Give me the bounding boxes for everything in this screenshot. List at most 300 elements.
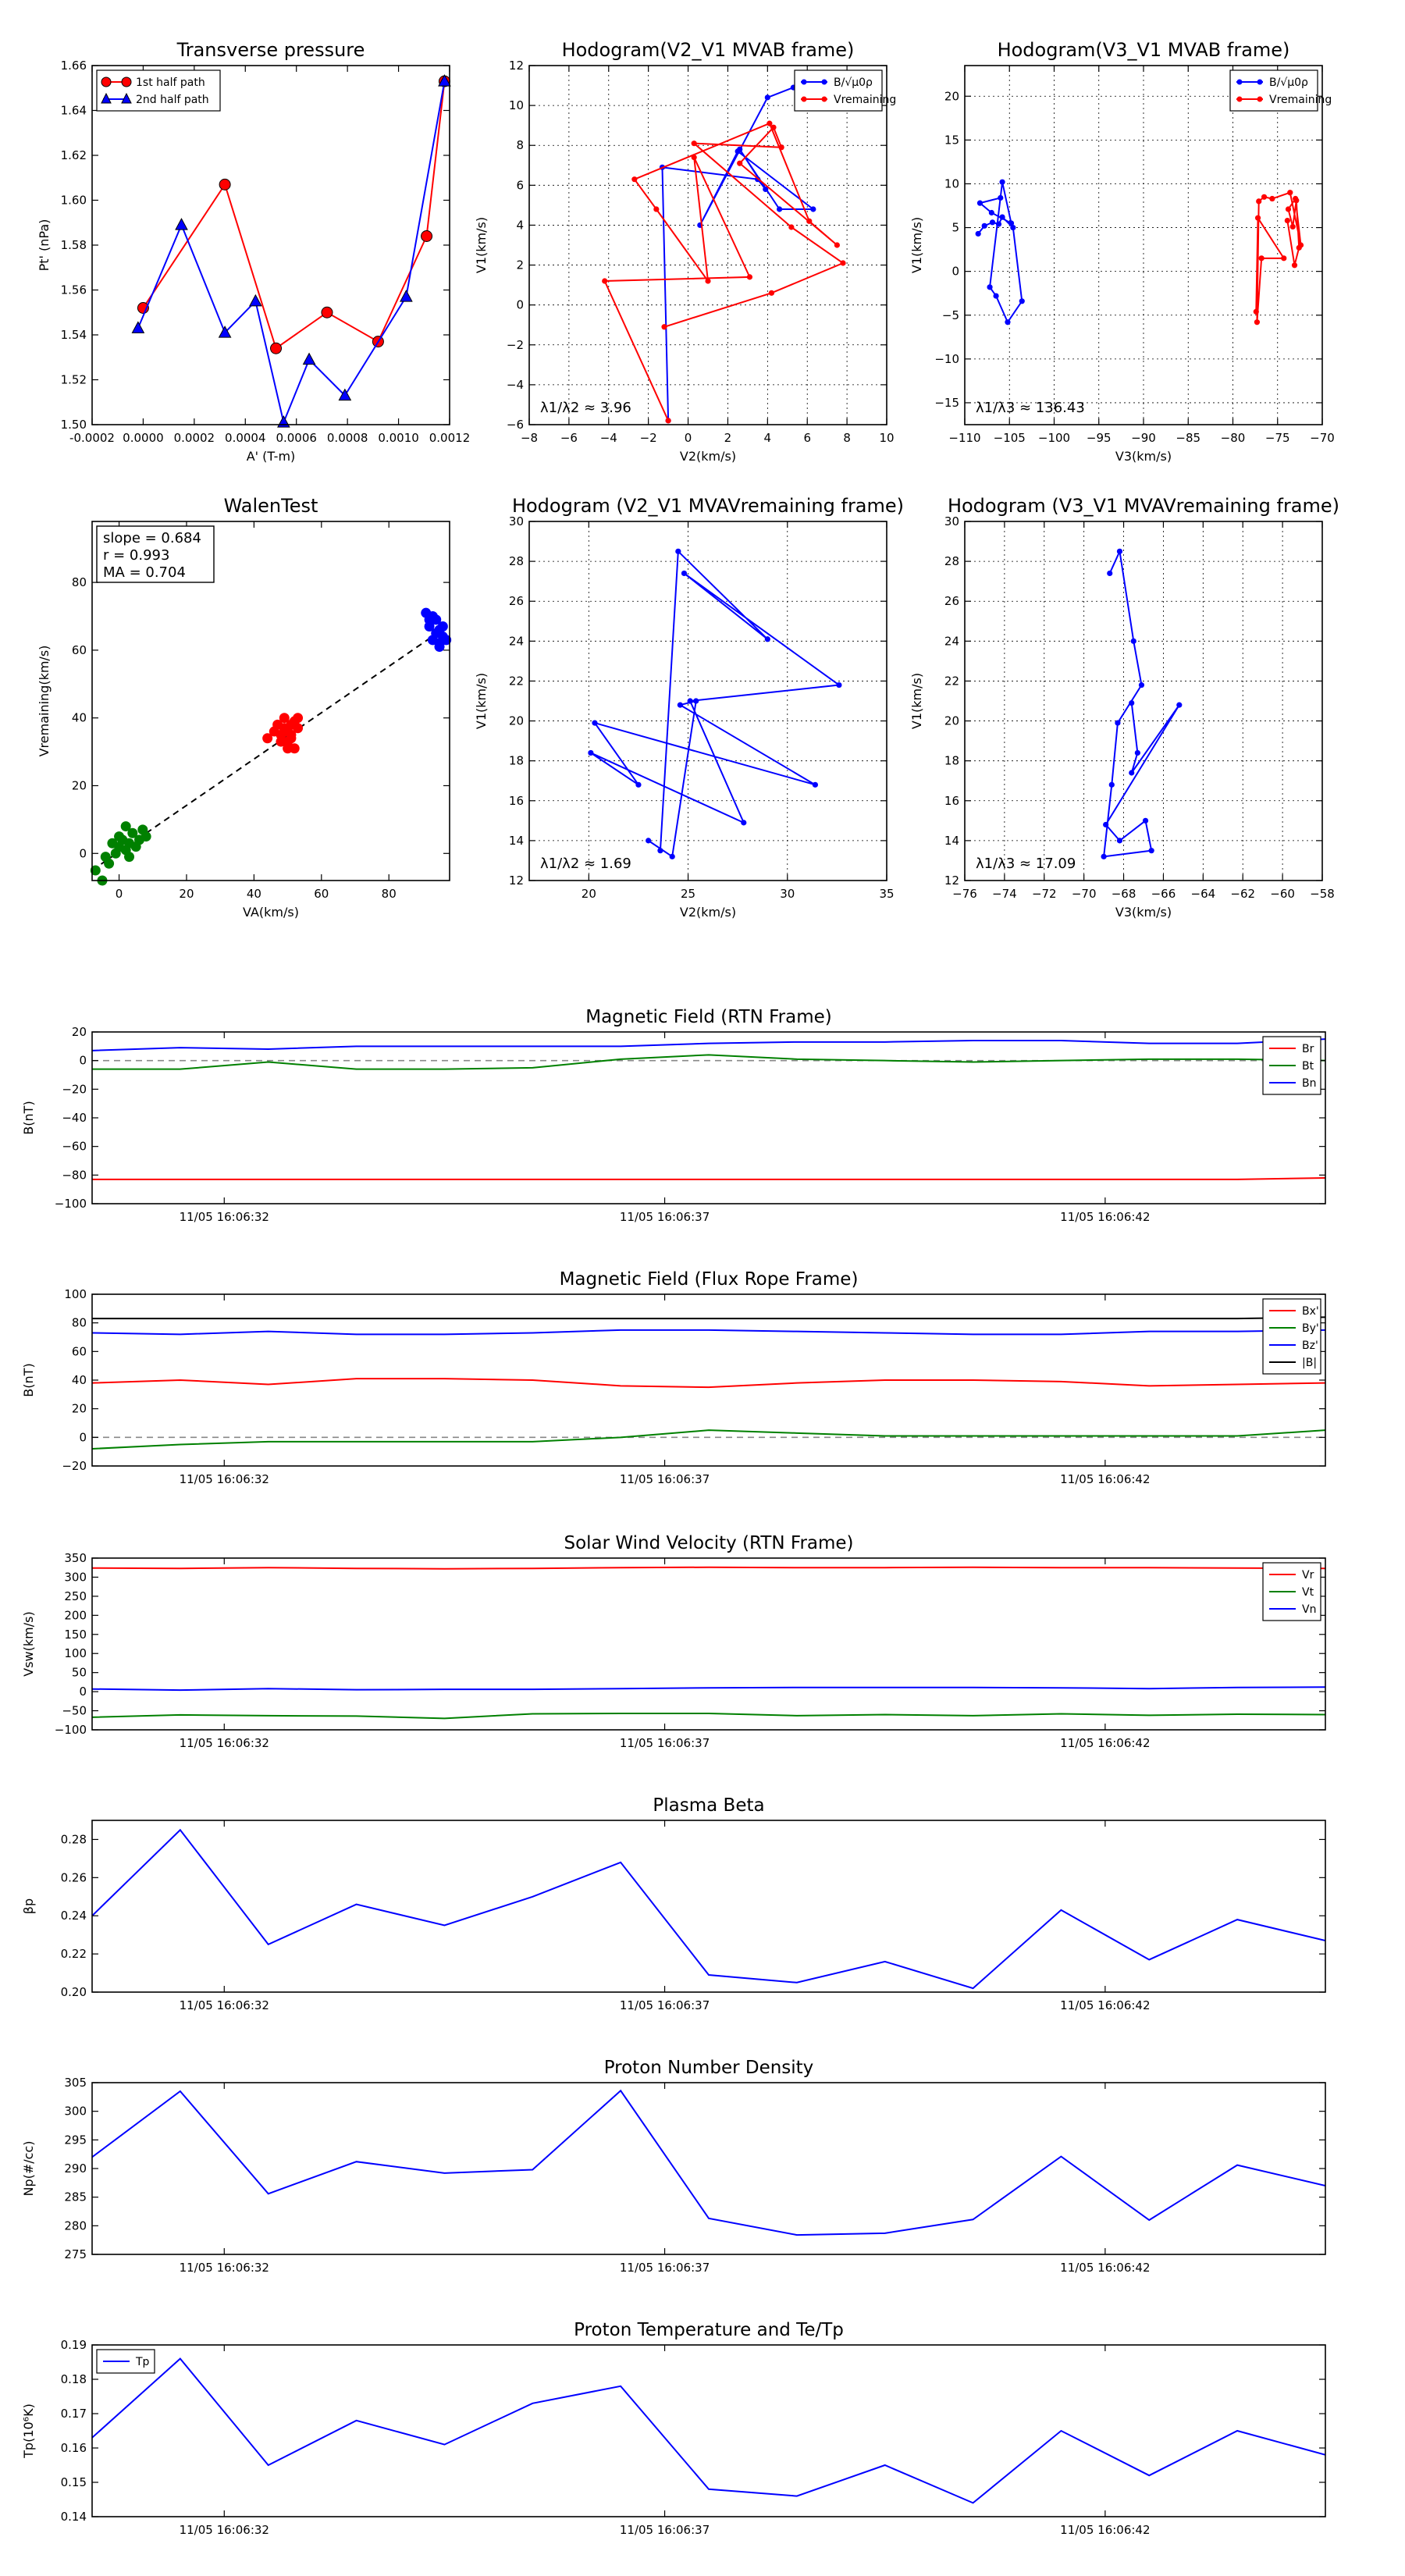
legend-label: By' [1302, 1322, 1319, 1335]
x-tick-label: 11/05 16:06:42 [1060, 1998, 1151, 2012]
y-tick-label: −100 [54, 1197, 87, 1211]
series-line-Bt [92, 1055, 1325, 1069]
y-tick-label: 12 [508, 59, 524, 73]
data-point-circle [322, 307, 333, 318]
y-tick-label: 20 [944, 89, 959, 104]
y-tick-label: 1.52 [60, 372, 87, 387]
data-point-dot [806, 219, 812, 224]
legend-marker [1237, 80, 1243, 85]
chart-ts_b_fr [21, 1269, 1325, 1486]
x-tick-label: 40 [246, 887, 261, 901]
chart-title: WalenTest [223, 495, 318, 517]
y-tick-label: 16 [944, 793, 959, 808]
data-point-dot [692, 155, 697, 160]
y-tick-label: 285 [64, 2190, 87, 2204]
chart-h3 [474, 495, 904, 920]
x-tick-label: 0.0012 [429, 431, 471, 445]
y-tick-label: 80 [71, 575, 87, 590]
chart-h4 [909, 495, 1339, 920]
x-tick-label: 0 [684, 431, 692, 445]
data-point-dot [1129, 700, 1134, 706]
y-axis-label: V1(km/s) [909, 216, 924, 274]
x-axis-label: V3(km/s) [1115, 905, 1172, 920]
x-tick-label: 11/05 16:06:37 [619, 1210, 710, 1224]
legend-marker [822, 97, 827, 102]
axes-frame [965, 521, 1322, 881]
data-point-dot [1261, 194, 1267, 200]
data-point-triangle [278, 416, 290, 427]
x-tick-label: 8 [843, 431, 851, 445]
x-tick-label: 10 [879, 431, 895, 445]
scatter-point [428, 611, 438, 621]
x-tick-label: −110 [948, 431, 981, 445]
chart-title: Hodogram(V2_V1 MVAB frame) [561, 39, 855, 61]
data-point-dot [977, 201, 983, 206]
y-axis-label: Pt' (nPa) [37, 219, 52, 272]
ratio-annotation: λ1/λ3 ≈ 136.43 [976, 400, 1085, 416]
ratio-annotation: λ1/λ2 ≈ 3.96 [540, 400, 631, 416]
x-tick-label: 11/05 16:06:42 [1060, 1472, 1151, 1486]
legend-label: Tp [136, 2356, 150, 2368]
data-point-dot [1286, 206, 1291, 212]
data-point-dot [1293, 197, 1299, 203]
y-tick-label: 280 [64, 2218, 87, 2233]
x-tick-label: 2 [724, 431, 732, 445]
y-axis-label: Tp(10⁶K) [21, 2403, 36, 2458]
y-tick-label: 0.15 [60, 2475, 87, 2489]
x-tick-label: 25 [681, 887, 696, 901]
y-tick-label: 40 [71, 710, 87, 725]
series-line-Bx' [92, 1379, 1325, 1387]
data-point-dot [1269, 196, 1275, 201]
chart-h2 [909, 39, 1335, 464]
x-tick-label: −70 [1071, 887, 1097, 901]
data-point-dot [661, 324, 667, 329]
data-point-dot [1176, 703, 1182, 708]
chart-walen [37, 495, 451, 920]
data-point-dot [1101, 854, 1107, 859]
x-tick-label: 80 [381, 887, 397, 901]
x-tick-label: 11/05 16:06:32 [179, 2523, 269, 2537]
legend-label: Bt [1302, 1060, 1314, 1073]
chart-title: Hodogram(V3_V1 MVAB frame) [997, 39, 1290, 61]
y-tick-label: 305 [64, 2076, 87, 2090]
y-axis-label: Np(#/cc) [21, 2140, 36, 2197]
x-tick-label: 20 [581, 887, 596, 901]
legend-label: Vt [1302, 1586, 1314, 1599]
x-tick-label: −68 [1111, 887, 1136, 901]
data-point-dot [770, 125, 776, 130]
series-line-Vr [92, 1567, 1325, 1569]
y-tick-label: 4 [516, 218, 524, 233]
y-tick-label: 150 [64, 1627, 87, 1642]
data-point-dot [657, 848, 663, 853]
y-tick-label: 24 [944, 634, 959, 649]
x-tick-label: −100 [1037, 431, 1071, 445]
legend-marker [1257, 80, 1263, 85]
y-tick-label: 80 [71, 1315, 87, 1330]
y-tick-label: 1.50 [60, 418, 87, 432]
stats-line: slope = 0.684 [103, 530, 201, 546]
y-tick-label: 300 [64, 1570, 87, 1585]
scatter-point [438, 621, 448, 632]
x-tick-label: 0.0008 [326, 431, 368, 445]
data-point-triangle [176, 219, 187, 229]
legend-label: 2nd half path [136, 94, 209, 106]
y-tick-label: 0.18 [60, 2372, 87, 2386]
data-point-dot [836, 682, 841, 688]
legend-label: Bn [1302, 1077, 1317, 1090]
y-tick-label: 100 [64, 1287, 87, 1301]
x-tick-label: 11/05 16:06:37 [619, 1736, 710, 1750]
x-axis-label: A' (T-m) [246, 449, 296, 464]
data-point-dot [1129, 770, 1134, 775]
x-tick-label: 11/05 16:06:37 [619, 1472, 710, 1486]
data-point-dot [1259, 255, 1264, 261]
data-point-dot [999, 214, 1005, 219]
y-tick-label: −50 [62, 1703, 87, 1718]
y-tick-label: 100 [64, 1646, 87, 1661]
data-point-dot [1297, 245, 1302, 251]
y-tick-label: 250 [64, 1589, 87, 1603]
y-tick-label: 0.26 [60, 1870, 87, 1885]
y-tick-label: 0 [951, 264, 959, 279]
y-tick-label: 5 [951, 220, 959, 235]
legend-label: |B| [1302, 1357, 1318, 1369]
data-point-dot [1019, 298, 1025, 304]
x-tick-label: −6 [560, 431, 578, 445]
y-tick-label: 0.14 [60, 2510, 87, 2524]
x-tick-label: 11/05 16:06:32 [179, 1998, 269, 2012]
data-point-triangle [304, 354, 315, 365]
y-axis-label: V1(km/s) [474, 672, 489, 730]
x-tick-label: 11/05 16:06:32 [179, 1736, 269, 1750]
data-point-dot [765, 636, 770, 642]
scatter-point [276, 737, 286, 747]
chart-ts_b_rtn [21, 1007, 1325, 1224]
data-point-dot [999, 180, 1005, 185]
stats-line: r = 0.993 [103, 547, 170, 564]
x-tick-label: −105 [993, 431, 1026, 445]
chart-title: Transverse pressure [176, 39, 365, 61]
y-tick-label: 0.16 [60, 2441, 87, 2455]
x-tick-label: −75 [1264, 431, 1290, 445]
series-line-0 [1104, 551, 1179, 856]
data-point-dot [765, 94, 770, 100]
x-tick-label: 11/05 16:06:37 [619, 1998, 710, 2012]
data-point-dot [990, 219, 995, 225]
y-tick-label: 10 [508, 98, 524, 113]
data-point-dot [982, 223, 987, 229]
data-point-dot [670, 854, 675, 859]
y-axis-label: V1(km/s) [909, 672, 924, 730]
chart-title: Hodogram (V2_V1 MVAVremaining frame) [511, 495, 905, 517]
data-point-dot [993, 293, 998, 298]
data-point-dot [646, 838, 651, 843]
data-point-dot [777, 206, 782, 212]
y-tick-label: 60 [71, 642, 87, 657]
data-point-dot [1254, 319, 1260, 325]
series-line-Vt [92, 1713, 1325, 1718]
stats-line: MA = 0.704 [103, 564, 186, 581]
data-point-dot [1109, 782, 1115, 788]
y-tick-label: −15 [934, 395, 959, 410]
legend-label: Vremaining [834, 94, 897, 106]
x-tick-label: −90 [1131, 431, 1156, 445]
x-tick-label: −76 [952, 887, 977, 901]
scatter-point [290, 743, 300, 753]
data-point-dot [788, 224, 794, 229]
x-tick-label: 11/05 16:06:32 [179, 2261, 269, 2275]
y-tick-label: 50 [71, 1665, 87, 1680]
legend-label: Bz' [1302, 1340, 1318, 1352]
series-line-By' [92, 1430, 1325, 1449]
data-point-dot [987, 284, 992, 290]
data-point-dot [1149, 848, 1154, 853]
x-axis-label: VA(km/s) [243, 905, 299, 920]
legend-label: Vr [1302, 1569, 1314, 1582]
legend-label: Br [1302, 1043, 1314, 1055]
x-tick-label: 0.0000 [123, 431, 164, 445]
legend-marker [122, 77, 131, 87]
data-point-dot [769, 290, 774, 296]
x-tick-label: −72 [1031, 887, 1057, 901]
y-tick-label: 60 [71, 1344, 87, 1359]
data-point-dot [705, 278, 710, 283]
series-line-0 [92, 2090, 1325, 2235]
scatter-point [435, 642, 445, 652]
data-point-dot [692, 141, 697, 146]
data-point-dot [1290, 224, 1296, 229]
scatter-point [124, 852, 134, 862]
y-tick-label: 0.28 [60, 1832, 87, 1847]
data-point-dot [779, 144, 784, 150]
chart-title: Magnetic Field (RTN Frame) [585, 1007, 832, 1027]
data-point-dot [1103, 822, 1108, 827]
series-line-2nd half path [138, 81, 445, 422]
axes-frame [92, 2345, 1325, 2517]
data-point-dot [631, 176, 637, 182]
axes-frame [92, 1032, 1325, 1204]
scatter-point [293, 713, 303, 723]
x-tick-label: 0.0004 [225, 431, 266, 445]
x-tick-label: 0.0010 [378, 431, 419, 445]
data-point-circle [271, 343, 282, 354]
data-point-dot [1281, 255, 1286, 261]
y-tick-label: 18 [944, 753, 959, 768]
y-tick-label: 18 [508, 753, 524, 768]
y-tick-label: 0 [516, 297, 524, 312]
legend-label: 1st half path [136, 76, 205, 89]
legend-label: Bx' [1302, 1305, 1319, 1318]
y-tick-label: −40 [62, 1111, 87, 1125]
scatter-point [293, 723, 303, 733]
y-tick-label: 350 [64, 1551, 87, 1565]
data-point-dot [998, 195, 1003, 201]
x-axis-label: V2(km/s) [679, 449, 737, 464]
x-tick-label: 0.0006 [276, 431, 317, 445]
data-point-triangle [132, 322, 144, 333]
y-tick-label: 12 [508, 873, 524, 888]
y-tick-label: 0.17 [60, 2407, 87, 2421]
data-point-dot [737, 161, 742, 166]
y-tick-label: 1.66 [60, 59, 87, 73]
y-axis-label: V1(km/s) [474, 216, 489, 274]
data-point-dot [1107, 571, 1112, 576]
x-tick-label: 11/05 16:06:42 [1060, 2523, 1151, 2537]
legend-marker [802, 97, 807, 102]
y-tick-label: 0.20 [60, 1985, 87, 1999]
x-tick-label: 30 [780, 887, 795, 901]
data-point-dot [1008, 220, 1014, 226]
y-tick-label: 20 [508, 713, 524, 728]
data-point-dot [681, 571, 687, 576]
x-tick-label: 20 [179, 887, 194, 901]
y-tick-label: 28 [508, 554, 524, 569]
legend-marker [802, 80, 807, 85]
y-axis-label: βp [21, 1898, 36, 1915]
data-point-dot [602, 278, 607, 283]
y-tick-label: 10 [944, 176, 959, 191]
x-tick-label: −62 [1230, 887, 1256, 901]
y-tick-label: 26 [508, 594, 524, 609]
x-tick-label: 11/05 16:06:37 [619, 2523, 710, 2537]
axes-frame [92, 1820, 1325, 1992]
axes-frame [92, 2083, 1325, 2254]
data-point-dot [693, 698, 699, 703]
x-tick-label: 60 [314, 887, 329, 901]
y-tick-label: 20 [71, 1025, 87, 1039]
y-tick-label: 28 [944, 554, 959, 569]
y-tick-label: 14 [944, 833, 959, 848]
data-point-dot [1287, 190, 1293, 195]
x-tick-label: −58 [1310, 887, 1335, 901]
x-tick-label: −85 [1176, 431, 1201, 445]
y-tick-label: 20 [71, 778, 87, 793]
y-tick-label: 16 [508, 793, 524, 808]
y-tick-label: 300 [64, 2104, 87, 2119]
y-axis-label: Vremaining(km/s) [37, 645, 52, 757]
y-tick-label: −6 [506, 418, 524, 432]
series-line-Bn [92, 1039, 1325, 1051]
data-point-dot [1292, 262, 1297, 268]
y-tick-label: −100 [54, 1723, 87, 1737]
x-tick-label: −66 [1151, 887, 1176, 901]
x-tick-label: 6 [803, 431, 811, 445]
y-tick-label: 0 [79, 1053, 87, 1068]
scatter-point [104, 859, 114, 869]
data-point-dot [588, 750, 593, 756]
y-tick-label: 0.19 [60, 2338, 87, 2352]
series-line-Br [92, 1178, 1325, 1179]
data-point-dot [976, 231, 981, 237]
y-tick-label: −20 [62, 1082, 87, 1097]
series-line-Vn [92, 1687, 1325, 1690]
series-line-|B| [92, 1317, 1325, 1318]
y-axis-label: Vsw(km/s) [21, 1611, 36, 1677]
y-tick-label: 200 [64, 1608, 87, 1623]
data-point-dot [813, 782, 818, 788]
x-tick-label: −8 [520, 431, 539, 445]
series-line-B/√μ0ρ [978, 182, 1022, 322]
y-tick-label: 12 [944, 873, 959, 888]
data-point-dot [1256, 198, 1261, 204]
x-tick-label: 11/05 16:06:32 [179, 1472, 269, 1486]
data-point-circle [219, 179, 230, 190]
legend-marker [101, 77, 111, 87]
y-tick-label: 22 [508, 674, 524, 688]
chart-title: Proton Temperature and Te/Tp [574, 2320, 844, 2340]
x-tick-label: −64 [1190, 887, 1216, 901]
y-tick-label: 30 [944, 514, 959, 528]
data-point-dot [1115, 720, 1120, 726]
data-point-dot [1143, 818, 1148, 824]
data-point-dot [1117, 838, 1122, 843]
legend-label: Vn [1302, 1603, 1317, 1616]
data-point-circle [422, 231, 432, 242]
legend-marker [822, 80, 827, 85]
x-tick-label: 11/05 16:06:32 [179, 1210, 269, 1224]
series-line-Tp [92, 2359, 1325, 2503]
y-tick-label: 30 [508, 514, 524, 528]
series-line-0 [591, 551, 839, 856]
y-tick-label: −5 [941, 308, 959, 322]
chart-ts_v [21, 1533, 1325, 1750]
y-tick-label: 0 [79, 1685, 87, 1699]
chart-title: Proton Number Density [603, 2058, 814, 2078]
x-tick-label: −60 [1270, 887, 1295, 901]
data-point-dot [635, 782, 641, 788]
axes-frame [529, 521, 887, 881]
chart-ts_np [21, 2058, 1325, 2275]
axes-frame [529, 66, 887, 425]
data-point-dot [666, 418, 671, 423]
data-point-dot [653, 206, 659, 212]
y-tick-label: 24 [508, 634, 524, 649]
chart-pt [37, 39, 470, 464]
y-tick-label: 295 [64, 2133, 87, 2147]
chart-ts_beta [21, 1795, 1325, 2012]
axes-frame [92, 66, 450, 425]
x-tick-label: −95 [1086, 431, 1112, 445]
y-tick-label: 0 [79, 846, 87, 861]
data-point-dot [1135, 750, 1140, 756]
y-tick-label: 275 [64, 2247, 87, 2261]
data-point-dot [747, 274, 752, 279]
data-point-dot [810, 206, 816, 212]
y-tick-label: 20 [71, 1401, 87, 1416]
y-axis-label: B(nT) [21, 1363, 36, 1397]
y-tick-label: −2 [506, 337, 524, 352]
y-tick-label: −10 [934, 351, 959, 366]
legend-marker [1237, 97, 1243, 102]
y-tick-label: 1.58 [60, 238, 87, 252]
chart-title: Plasma Beta [653, 1795, 765, 1816]
y-axis-label: B(nT) [21, 1101, 36, 1135]
data-point-dot [735, 148, 741, 154]
x-tick-label: 11/05 16:06:42 [1060, 1736, 1151, 1750]
y-tick-label: 2 [516, 258, 524, 272]
data-point-dot [1255, 215, 1261, 221]
chart-ts_tp [21, 2320, 1325, 2537]
y-tick-label: 0.22 [60, 1947, 87, 1962]
data-point-dot [1254, 309, 1259, 315]
x-tick-label: −80 [1220, 431, 1246, 445]
x-tick-label: 11/05 16:06:37 [619, 2261, 710, 2275]
data-point-triangle [400, 290, 412, 301]
data-point-dot [840, 260, 845, 265]
x-tick-label: -0.0002 [69, 431, 115, 445]
